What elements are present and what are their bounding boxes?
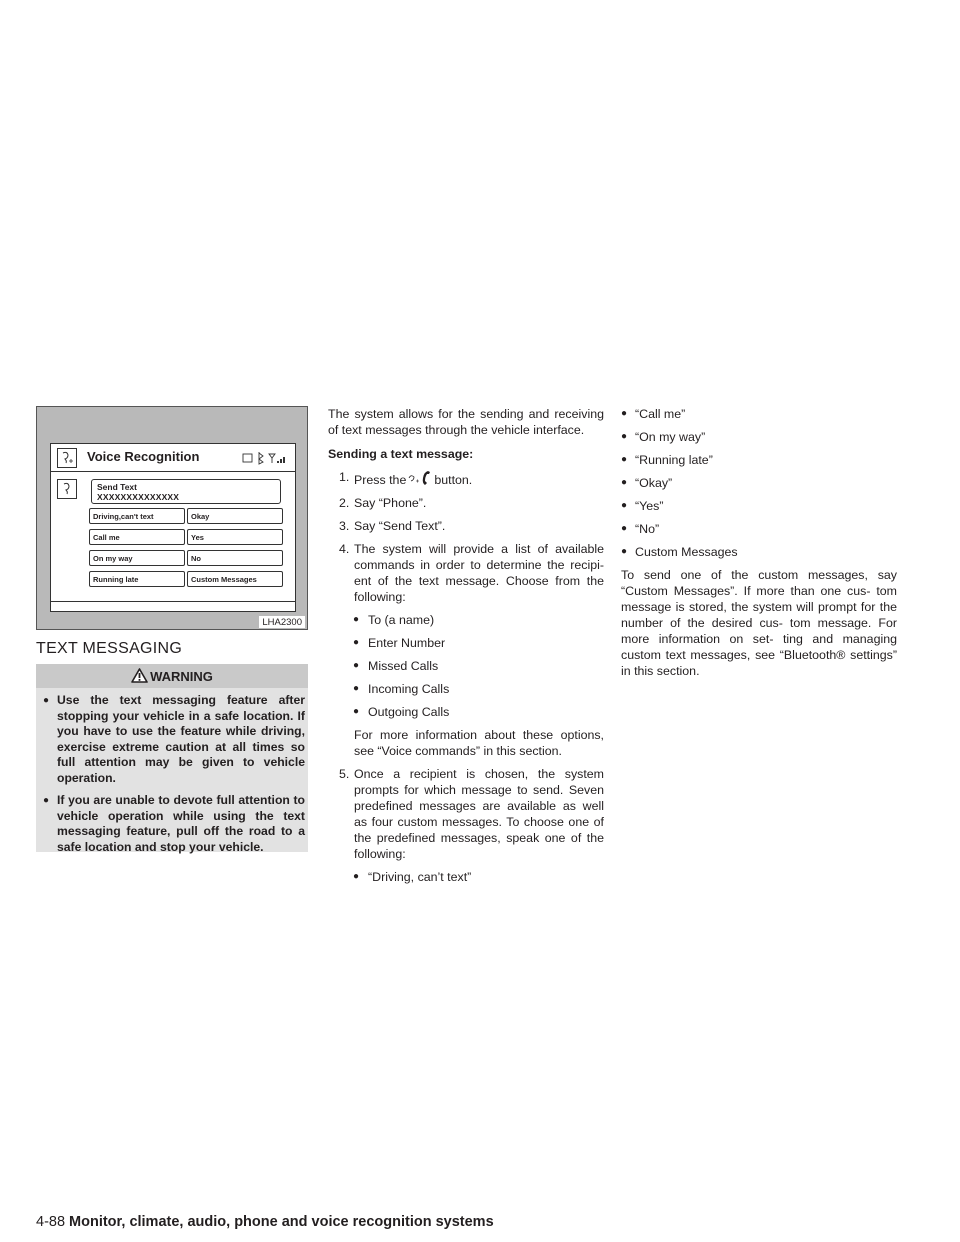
list-item: ● “Okay” [621,475,897,491]
custom-messages-paragraph: To send one of the custom messages, say “Custom Messages”. If more than one cus- tom message is stored, the system will prompt for the number of the desired cus- tom message. For more information on set- ting and managing custom text messages, see “Bluetooth® settings” in this section. [621,568,897,678]
screen-divider [51,601,295,602]
send-text-recipient: XXXXXXXXXXXXXX [97,492,180,502]
step-number: 1. [339,470,350,484]
section-title: TEXT MESSAGING [36,640,183,657]
list-item: ● “Call me” [621,406,897,422]
send-text-field[interactable] [91,479,281,504]
list-item: ● Custom Messages [621,544,897,560]
column-right [621,406,897,679]
step-number: 3. [339,519,350,533]
list-item: ● Outgoing Calls [328,704,604,720]
warning-box [36,664,308,852]
send-text-title: Send Text [97,482,137,492]
list-item: ● Incoming Calls [328,681,604,697]
list-item: ● Enter Number [328,635,604,651]
list-item: ● “No” [621,521,897,537]
subheading-sending: Sending a text message: [328,447,474,461]
screen-title: Voice Recognition [87,449,200,464]
list-item: ● To (a name) [328,612,604,628]
option-driving-cant-text[interactable]: Driving,can't text [89,508,185,524]
option-call-me[interactable]: Call me [89,529,185,545]
list-item: ● “Driving, can’t text” [328,869,604,885]
option-no[interactable]: No [187,550,283,566]
step-5-text: Once a recipient is chosen, the system prompts for which message to send. Seven predefined messages are available as well as four custom messages. To choose one of the predefined messages, speak one of the following: [354,767,604,861]
warning-item-1: ● Use the text messaging feature after stopping your vehicle in a safe location. If you have to use the feature while driving, exercise extreme caution at all times so full attention may be given to vehicle operation. [43,693,305,786]
step-number: 5. [339,767,350,781]
option-running-late[interactable]: Running late [89,571,185,587]
step-4-text: The system will provide a list of available commands in order to determine the recipi- ent of the text message. Choose from the following: [354,542,604,604]
warning-icon [131,668,148,686]
warning-heading-text: WARNING [150,669,213,684]
step-number: 4. [339,542,350,556]
step-2-text: Say “Phone”. [354,496,427,510]
step-4-note: For more information about these options, see “Voice commands” in this section. [354,728,604,758]
page-footer [36,1213,494,1231]
list-item: ● “Yes” [621,498,897,514]
step-1-text-after: button. [434,473,473,487]
message-icon [57,479,77,499]
intro-paragraph: The system allows for the sending and receiving of text messages through the vehicle interface. [328,407,604,437]
option-custom-messages[interactable]: Custom Messages [187,571,283,587]
column-middle [328,406,604,885]
list-item: ● “Running late” [621,452,897,468]
step-number: 2. [339,496,350,510]
step-1-text-before: Press the [354,473,407,487]
step-2 [328,495,604,511]
warning-item-2: ● If you are unable to devote full attention to vehicle operation while using the text messaging feature, pull off the road to a safe location and stop your vehicle. [43,793,305,855]
phone-button-icon [406,469,434,487]
figure-voice-recognition [36,406,308,630]
step-4 [328,541,604,605]
status-icons [241,451,293,465]
step-3-text: Say “Send Text”. [354,519,446,533]
warning-heading [36,664,308,688]
step-1 [328,469,604,488]
voice-recognition-icon [57,448,77,468]
figure-label: LHA2300 [259,616,305,628]
option-on-my-way[interactable]: On my way [89,550,185,566]
display-screen [50,443,296,612]
step-5 [328,766,604,862]
list-item: ● Missed Calls [328,658,604,674]
option-yes[interactable]: Yes [187,529,283,545]
step-3 [328,518,604,534]
page-number: 4-88 [36,1214,66,1230]
screen-header [51,444,295,472]
chapter-title: Monitor, climate, audio, phone and voice recognition systems [69,1214,494,1230]
list-item: ● “On my way” [621,429,897,445]
option-okay[interactable]: Okay [187,508,283,524]
